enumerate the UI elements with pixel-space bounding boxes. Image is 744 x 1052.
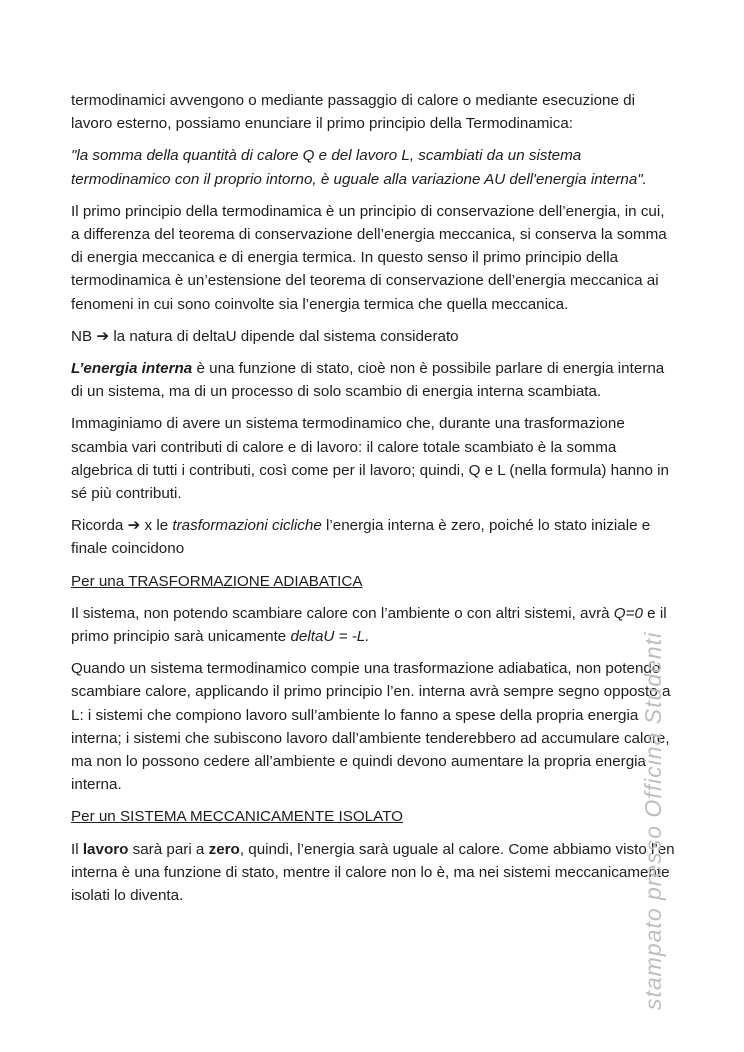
paragraph-nb bbox=[71, 325, 675, 348]
paragraph-adiabatic bbox=[71, 602, 675, 648]
paragraph-isolated-system bbox=[71, 838, 675, 908]
term-cyclic-transformations: trasformazioni cicliche bbox=[172, 517, 322, 535]
internal-energy-text: è una funzione di stato, cioè non è possibile parlare di energia interna di un sistema, ma di un processo di solo scambio di energia interna scambiata. bbox=[71, 360, 665, 401]
term-internal-energy: L’energia interna bbox=[71, 360, 193, 378]
paragraph-intro: termodinamici avvengono o mediante passaggio di calore o mediante esecuzione di lavoro esterno, possiamo enunciare il primo principio della Termodinamica: bbox=[71, 92, 635, 133]
nb-label: NB bbox=[71, 327, 93, 345]
isolated-text-c: , quindi, l’energia sarà uguale al calore. Come abbiamo visto l’en interna è una funzione di stato, mentre il calore non lo è, ma nei sistemi meccanicamente isolati lo diventa. bbox=[71, 840, 675, 905]
arrow-right-icon: ➔ bbox=[127, 517, 141, 535]
paragraph-remember bbox=[71, 514, 675, 560]
paragraph-quote: "la somma della quantità di calore Q e del lavoro L, scambiati da un sistema termodinamico con il proprio intorno, è uguale alla variazione AU dell'energia interna". bbox=[71, 147, 647, 188]
remember-text-a: x le bbox=[140, 517, 173, 535]
term-zero: zero bbox=[208, 840, 240, 858]
adiabatic-text-a: Il sistema, non potendo scambiare calore con l’ambiente o con altri sistemi, avrà bbox=[71, 604, 614, 622]
arrow-right-icon: ➔ bbox=[96, 327, 110, 345]
formula-q-zero: Q=0 bbox=[613, 604, 643, 622]
adiabatic-text-b: e il primo principio sarà unicamente bbox=[71, 604, 667, 646]
term-lavoro: lavoro bbox=[82, 840, 129, 858]
isolated-text-b: sarà pari a bbox=[128, 840, 209, 858]
heading-isolated-system: Per un SISTEMA MECCANICAMENTE ISOLATO bbox=[71, 808, 403, 826]
nb-text: la natura di deltaU dipende dal sistema considerato bbox=[113, 327, 459, 345]
paragraph-first-principle: Il primo principio della termodinamica è un principio di conservazione dell’energia, in cui, a differenza del teorema di conservazione dell’energia meccanica, si conserva la somma di energia meccanica e di energia termica. In questo senso il primo principio della termodinamica è un’estensione del teorema di conservazione dell’energia meccanica ai fenomeni in cui sono coinvolte sia l’energia termica che quella meccanica. bbox=[71, 202, 667, 313]
heading-adiabatic: Per una TRASFORMAZIONE ADIABATICA bbox=[71, 572, 363, 590]
formula-delta-u: deltaU = -L. bbox=[290, 628, 370, 646]
paragraph-internal-energy bbox=[71, 357, 675, 403]
isolated-text-a: Il bbox=[71, 840, 83, 858]
remember-text-b: l’energia interna è zero, poiché lo stato iniziale e finale coincidono bbox=[71, 517, 651, 558]
watermark-text: stampato presso Officina Studenti bbox=[640, 631, 666, 1010]
paragraph-adiabatic-explained: Quando un sistema termodinamico compie una trasformazione adiabatica, non potendo scambiare calore, applicando il primo principio l’en. interna avrà sempre segno opposto a L: i sistemi che compiono lavoro sull’ambiente lo fanno a spese della propria energia interna; i sistemi che subiscono lavoro dall’ambiente tenderebbero ad accumulare calore, ma non lo possono cedere all’ambiente e quindi devono aumentare la propria energia interna. bbox=[71, 660, 671, 794]
document-page bbox=[71, 89, 675, 916]
remember-label: Ricorda bbox=[71, 517, 124, 535]
paragraph-imagine: Immaginiamo di avere un sistema termodinamico che, durante una trasformazione scambia vari contributi di calore e di lavoro: il calore totale scambiato è la somma algebrica di tutti i contributi, così come per il lavoro; quindi, Q e L (nella formula) hanno in sé più contributi. bbox=[71, 415, 669, 503]
